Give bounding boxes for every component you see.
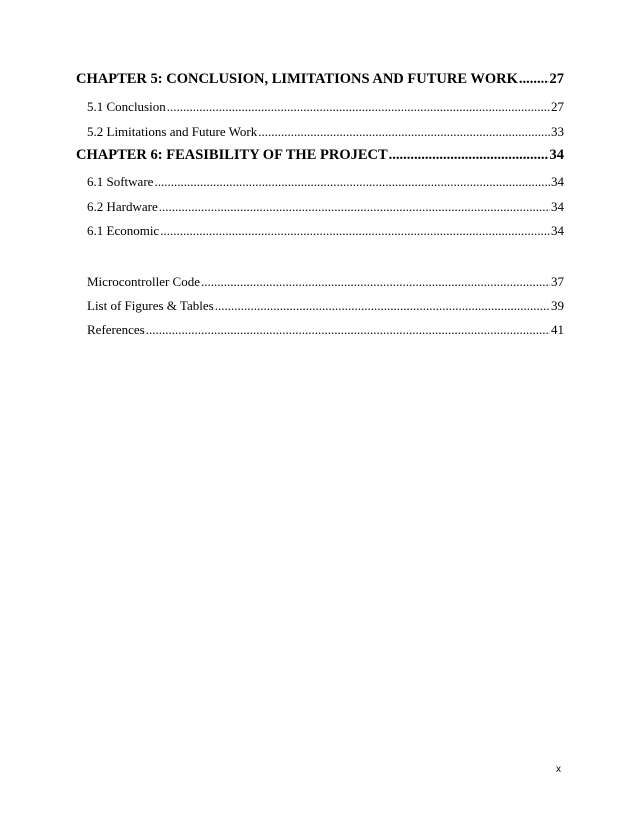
toc-chapter6	[76, 147, 564, 164]
toc-label: References	[87, 322, 145, 337]
dot-leader	[215, 298, 550, 314]
toc-entry-references	[87, 322, 564, 338]
toc-page-number: 34	[551, 223, 564, 238]
toc-page-number: 34	[551, 174, 564, 189]
dot-leader	[146, 322, 550, 338]
toc-label: Microcontroller Code	[87, 274, 200, 289]
toc-page-number: 27	[549, 71, 564, 87]
toc-entry-6-1	[87, 174, 564, 190]
toc-page-number: 27	[551, 99, 564, 114]
toc-label: CHAPTER 5: CONCLUSION, LIMITATIONS AND FUTURE WORK	[76, 71, 518, 87]
toc-entry-5-1	[87, 99, 564, 115]
toc-entry-microcontroller-code	[87, 274, 564, 290]
toc-page-number: 34	[549, 147, 564, 163]
toc-label: 5.1 Conclusion	[87, 99, 166, 114]
dot-leader	[160, 223, 550, 239]
toc-label: List of Figures & Tables	[87, 298, 214, 313]
dot-leader	[201, 274, 550, 290]
toc-page-number: 33	[551, 124, 564, 139]
toc-page-number: 34	[551, 199, 564, 214]
toc-entry-figures-tables	[87, 298, 564, 314]
toc-entry-6-2	[87, 199, 564, 215]
toc-entry-6-3	[87, 223, 564, 239]
toc-page-number: 39	[551, 298, 564, 313]
toc-chapter5	[76, 71, 564, 88]
dot-leader	[159, 199, 550, 215]
dot-leader	[167, 99, 550, 115]
dot-leader	[519, 71, 549, 88]
toc-label: 6.1 Economic	[87, 223, 160, 238]
toc-label: CHAPTER 6: FEASIBILITY OF THE PROJECT	[76, 147, 388, 163]
toc-entry-5-2	[87, 124, 564, 140]
toc-label: 6.2 Hardware	[87, 199, 158, 214]
dot-leader	[154, 174, 550, 190]
toc-label: 5.2 Limitations and Future Work	[87, 124, 258, 139]
dot-leader	[389, 147, 549, 164]
toc-page-number: 41	[551, 322, 564, 337]
page-number: x	[556, 764, 561, 775]
toc-label: 6.1 Software	[87, 174, 154, 189]
dot-leader	[258, 124, 550, 140]
toc-page-number: 37	[551, 274, 564, 289]
